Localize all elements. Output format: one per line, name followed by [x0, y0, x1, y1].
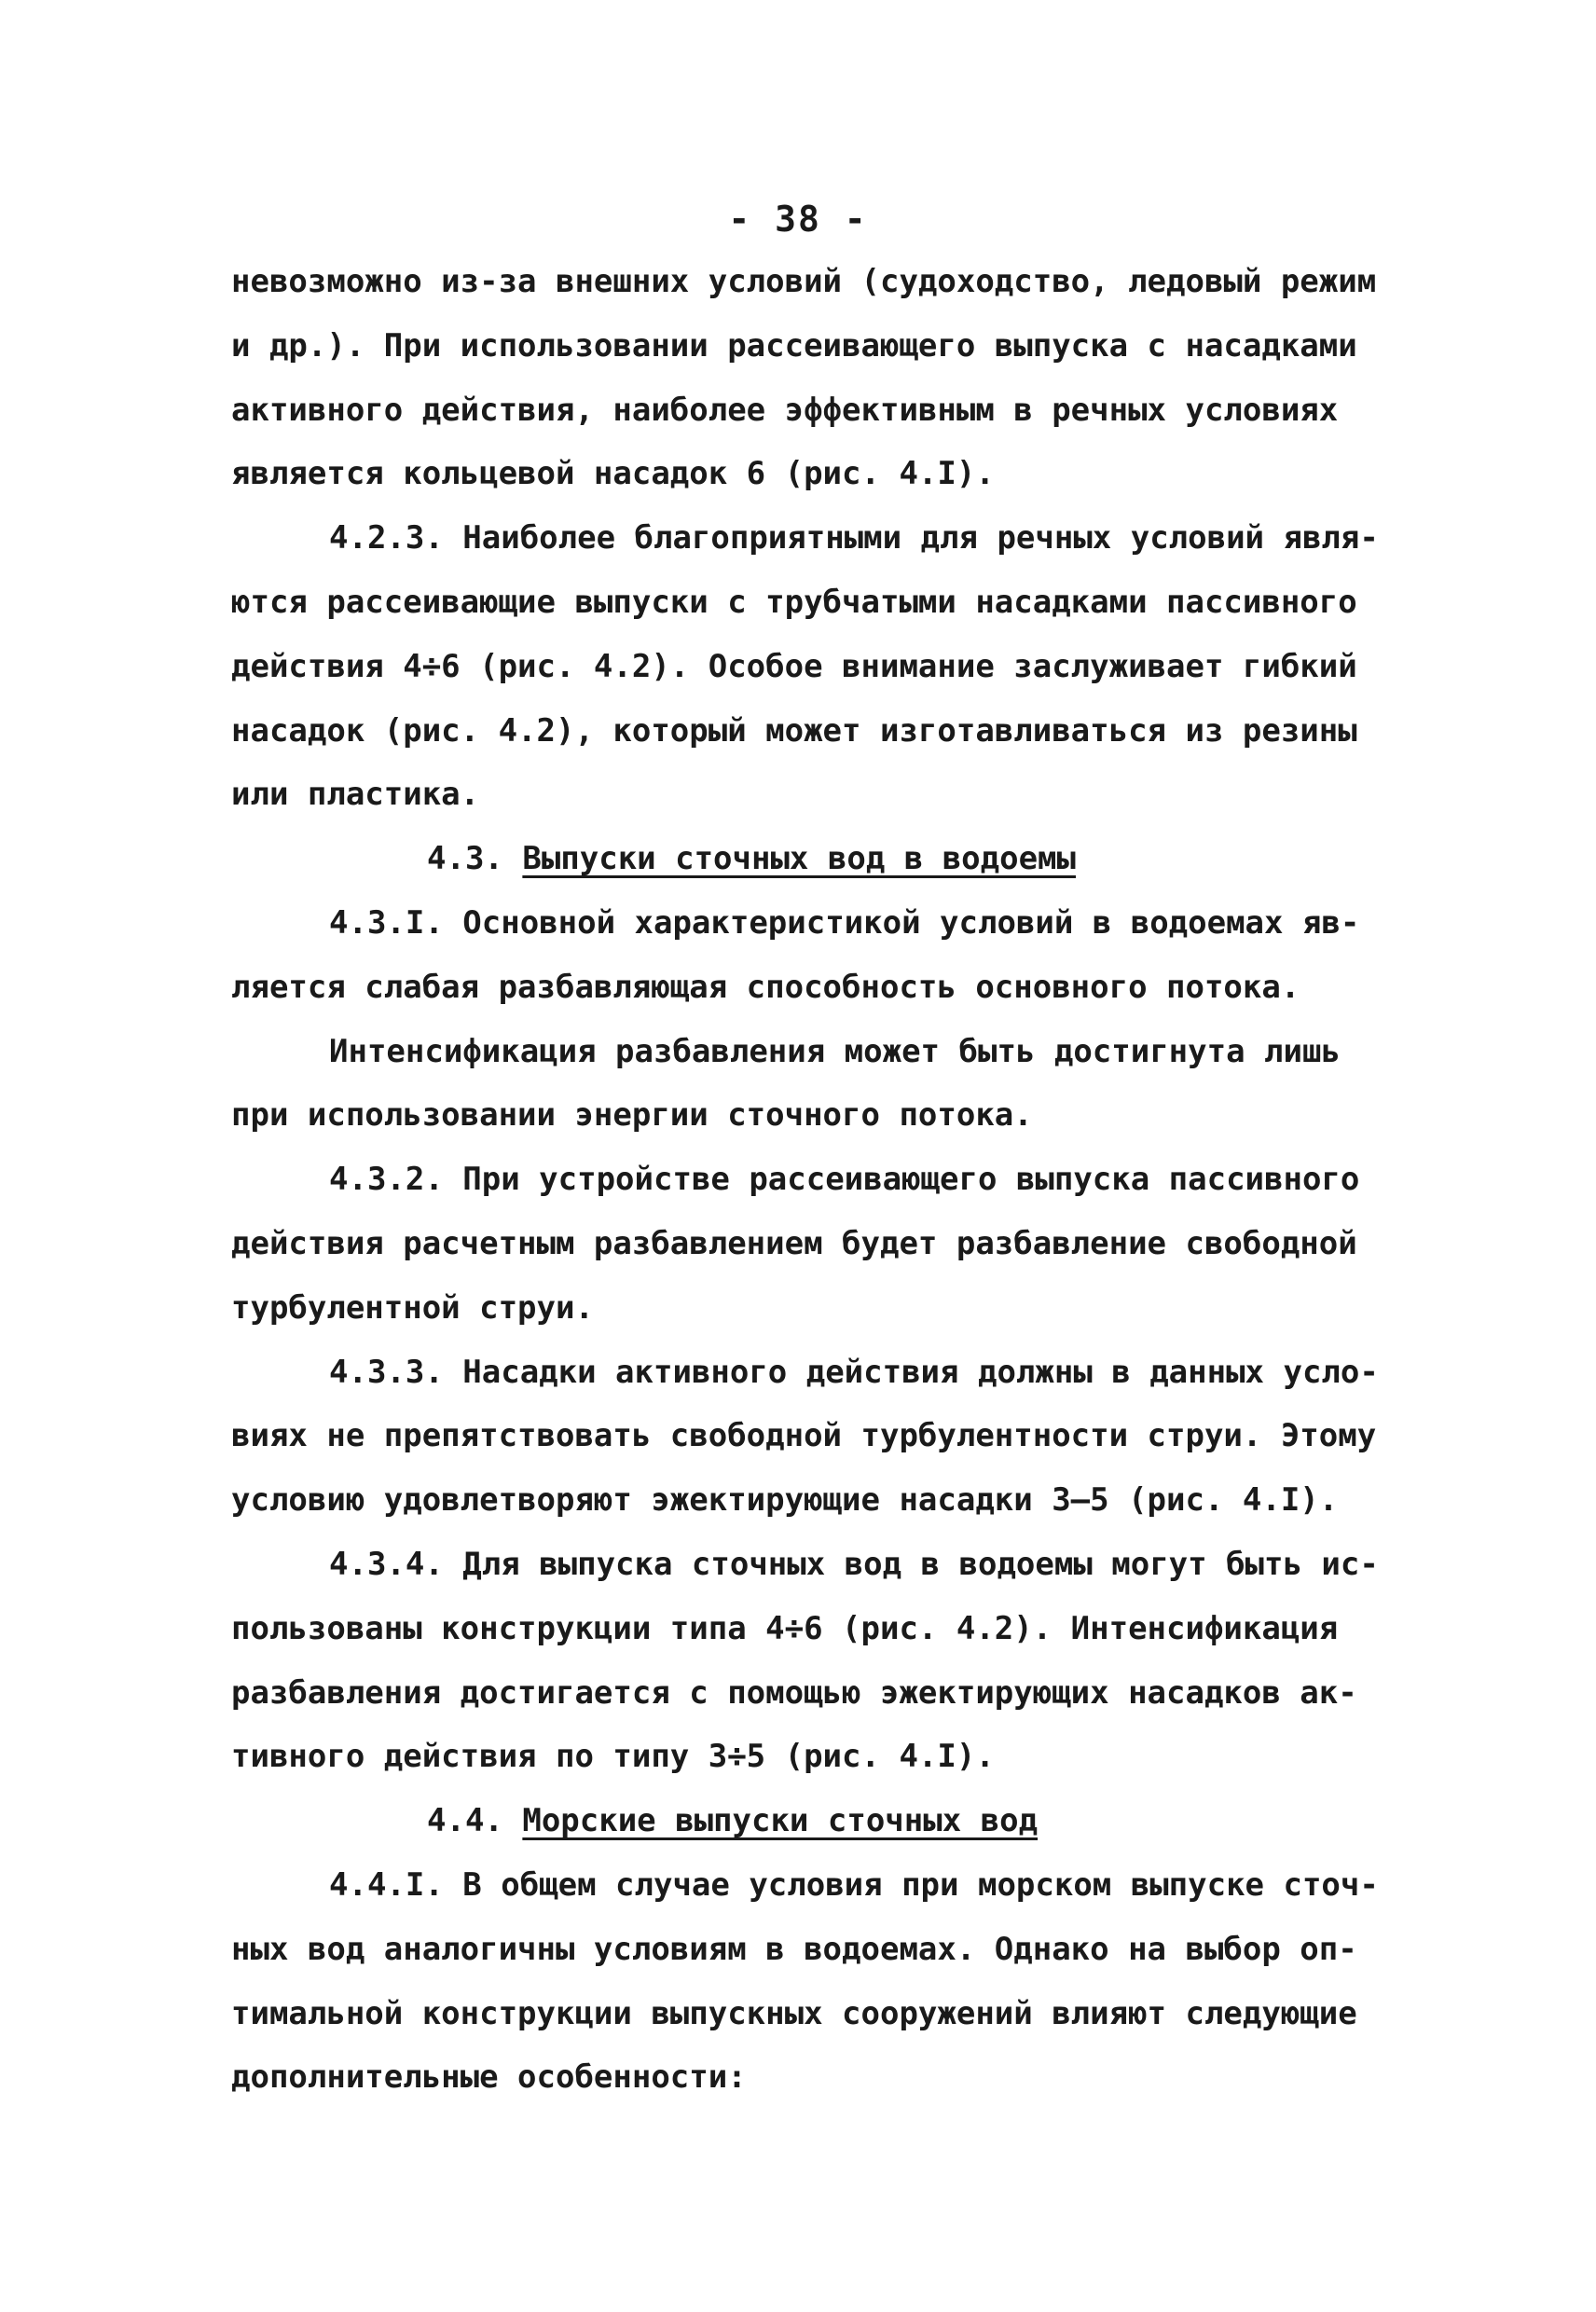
text-line: активного действия, наиболее эффективным в речных условиях — [231, 391, 1339, 429]
text-line: тивного действия по типу 3÷5 (рис. 4.I). — [231, 1738, 995, 1776]
text-line: пользованы конструкции типа 4÷6 (рис. 4.2). Интенсификация — [231, 1609, 1339, 1647]
section-title: Выпуски сточных вод в водоемы — [522, 840, 1076, 878]
text-line: действия 4÷6 (рис. 4.2). Особое внимание заслуживает гибкий — [231, 647, 1357, 685]
paragraph-4-3-1-first-line: 4.3.I. Основной характеристикой условий в водоемах яв- — [329, 903, 1360, 942]
text-line: Интенсификация разбавления может быть достигнута лишь — [329, 1032, 1341, 1070]
section-number: 4.4. — [427, 1802, 523, 1840]
paragraph-4-3-4-first-line: 4.3.4. Для выпуска сточных вод в водоемы могут быть ис- — [329, 1545, 1379, 1583]
text-line: ляется слабая разбавляющая способность основного потока. — [231, 968, 1300, 1006]
paragraph-4-3-3-first-line: 4.3.3. Насадки активного действия должны в данных усло- — [329, 1353, 1379, 1391]
text-line: является кольцевой насадок 6 (рис. 4.I). — [231, 455, 995, 493]
text-line: ных вод аналогичны условиям в водоемах. Однако на выбор оп- — [231, 1930, 1357, 1968]
body-text — [231, 250, 1392, 2110]
text-line: турбулентной струи. — [231, 1288, 594, 1327]
text-line: невозможно из-за внешних условий (судоходство, ледовый режим — [231, 263, 1377, 300]
section-title: Морские выпуски сточных вод — [522, 1802, 1039, 1840]
text-line: дополнительные особенности: — [231, 2058, 747, 2097]
text-line: виях не препятствовать свободной турбулентности струи. Этому — [231, 1417, 1377, 1455]
section-heading-4-3 — [231, 827, 1392, 891]
paragraph-4-3-2-first-line: 4.3.2. При устройстве рассеивающего выпуска пассивного — [329, 1161, 1360, 1199]
section-number: 4.3. — [427, 840, 523, 878]
text-line: ются рассеивающие выпуски с трубчатыми насадками пассивного — [231, 583, 1357, 621]
text-line: условию удовлетворяют эжектирующие насадки 3–5 (рис. 4.I). — [231, 1481, 1339, 1520]
text-line: при использовании энергии сточного потока. — [231, 1096, 1033, 1135]
page-number: - 38 - — [728, 199, 868, 240]
text-line: разбавления достигается с помощью эжектирующих насадков ак- — [231, 1673, 1357, 1712]
text-line: тимальной конструкции выпускных сооружений влияют следующие — [231, 1994, 1357, 2032]
paragraph-4-2-3-first-line: 4.2.3. Наиболее благоприятными для речных условий явля- — [329, 519, 1379, 557]
text-line: или пластика. — [231, 776, 480, 814]
paragraph-4-4-1-first-line: 4.4.I. В общем случае условия при морском выпуске сточ- — [329, 1865, 1379, 1904]
text-line: действия расчетным разбавлением будет разбавление свободной — [231, 1224, 1357, 1262]
text-line: насадок (рис. 4.2), который может изготавливаться из резины — [231, 711, 1357, 750]
section-heading-4-4 — [231, 1789, 1392, 1853]
text-line: и др.). При использовании рассеивающего выпуска с насадками — [231, 326, 1357, 365]
